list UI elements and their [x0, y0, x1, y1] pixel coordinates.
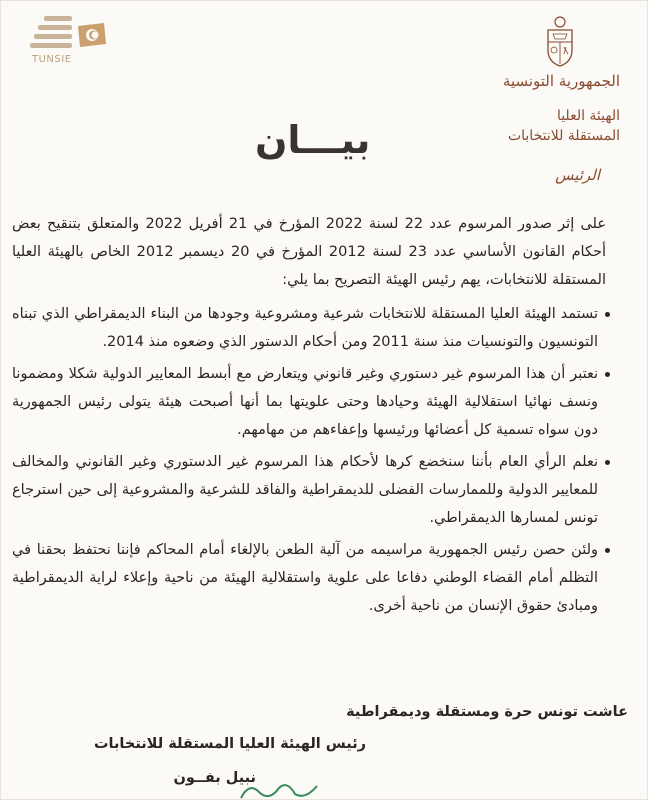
- isie-logo: [30, 14, 110, 74]
- isie-brand-text: TUNSIE: [32, 54, 72, 65]
- closing-slogan: عاشت تونس حرة ومستقلة وديمقراطية: [346, 704, 628, 720]
- handwritten-signature: [235, 778, 355, 800]
- tunisia-flag-icon: [76, 22, 108, 48]
- bullet-dot: [605, 312, 610, 317]
- bullet-text: تستمد الهيئة العليا المستقلة للانتخابات شرعية ومشروعية وجودها من البناء الديمقراطي الذي تبناه التونسيون والتونسيات منذ سنة 2011 ومن أحكام الدستور الذي وضعوه منذ 2014.: [12, 306, 598, 350]
- tunisia-coat-of-arms-icon: [540, 14, 580, 68]
- bullet-dot: [605, 460, 610, 465]
- statement-body: [12, 210, 628, 624]
- bullet-dot: [605, 548, 610, 553]
- header-president: الرئيس: [555, 166, 600, 184]
- header-authority-line1: الهيئة العليا: [556, 108, 620, 124]
- header-authority: [508, 106, 620, 146]
- bullet-text: نعلم الرأي العام بأننا سنخضع كرها لأحكام هذا المرسوم غير الدستوري وغير القانوني والمخالف للمعايير الدولية وللممارسات الفضلى للديمقراطية والفاقد للشرعية والمشروعية إلى حين استرجاع تونس لمسارها الديمقراطي.: [12, 454, 598, 526]
- header-authority-line2: المستقلة للانتخابات: [507, 128, 620, 144]
- bullet-text: نعتبر أن هذا المرسوم غير دستوري وغير قانوني ويتعارض مع أبسط المعايير الدولية شكلا ومضمونا ونسف نهائيا استقلالية الهيئة وحيادها وحتى علويتها بما أنها أصبحت هيئة يتولى رئيس الجمهورية دون سواه تسمية كل أعضائها ورئيسها وإعفاءهم من مهامهم.: [12, 366, 598, 438]
- bullet-text: ولئن حصن رئيس الجمهورية مراسيمه من آلية الطعن بالإلغاء أمام المحاكم فإننا نحتفظ بحقنا في التظلم أمام القضاء الوطني دفاعا على علوية واستقلالية الهيئة من ناحية وإعلاء لراية الديمقراطية ومبادئ حقوق الإنسان من ناحية أخرى.: [12, 542, 598, 614]
- signatory-name: نبيل بفــون: [173, 770, 256, 786]
- bullet-dot: [605, 372, 610, 377]
- document-title: بيـــان: [255, 118, 371, 162]
- bullet-item: [12, 360, 628, 444]
- intro-paragraph: على إثر صدور المرسوم عدد 22 لسنة 2022 المؤرخ في 21 أفريل 2022 والمتعلق بتنقيح بعض أحكام القانون الأساسي عدد 23 لسنة 2012 المؤرخ في 20 ديسمبر 2012 الخاص بالهيئة العليا المستقلة للانتخابات، يهم رئيس الهيئة التصريح بما يلي:: [12, 216, 607, 288]
- isie-logo-arabic-lines: [30, 16, 72, 52]
- bullet-item: [12, 536, 628, 620]
- bullet-item: [12, 300, 628, 356]
- bullet-item: [12, 448, 628, 532]
- header-republic: الجمهورية التونسية: [502, 72, 620, 90]
- signatory-title: رئيس الهيئة العليا المستقلة للانتخابات: [93, 736, 366, 752]
